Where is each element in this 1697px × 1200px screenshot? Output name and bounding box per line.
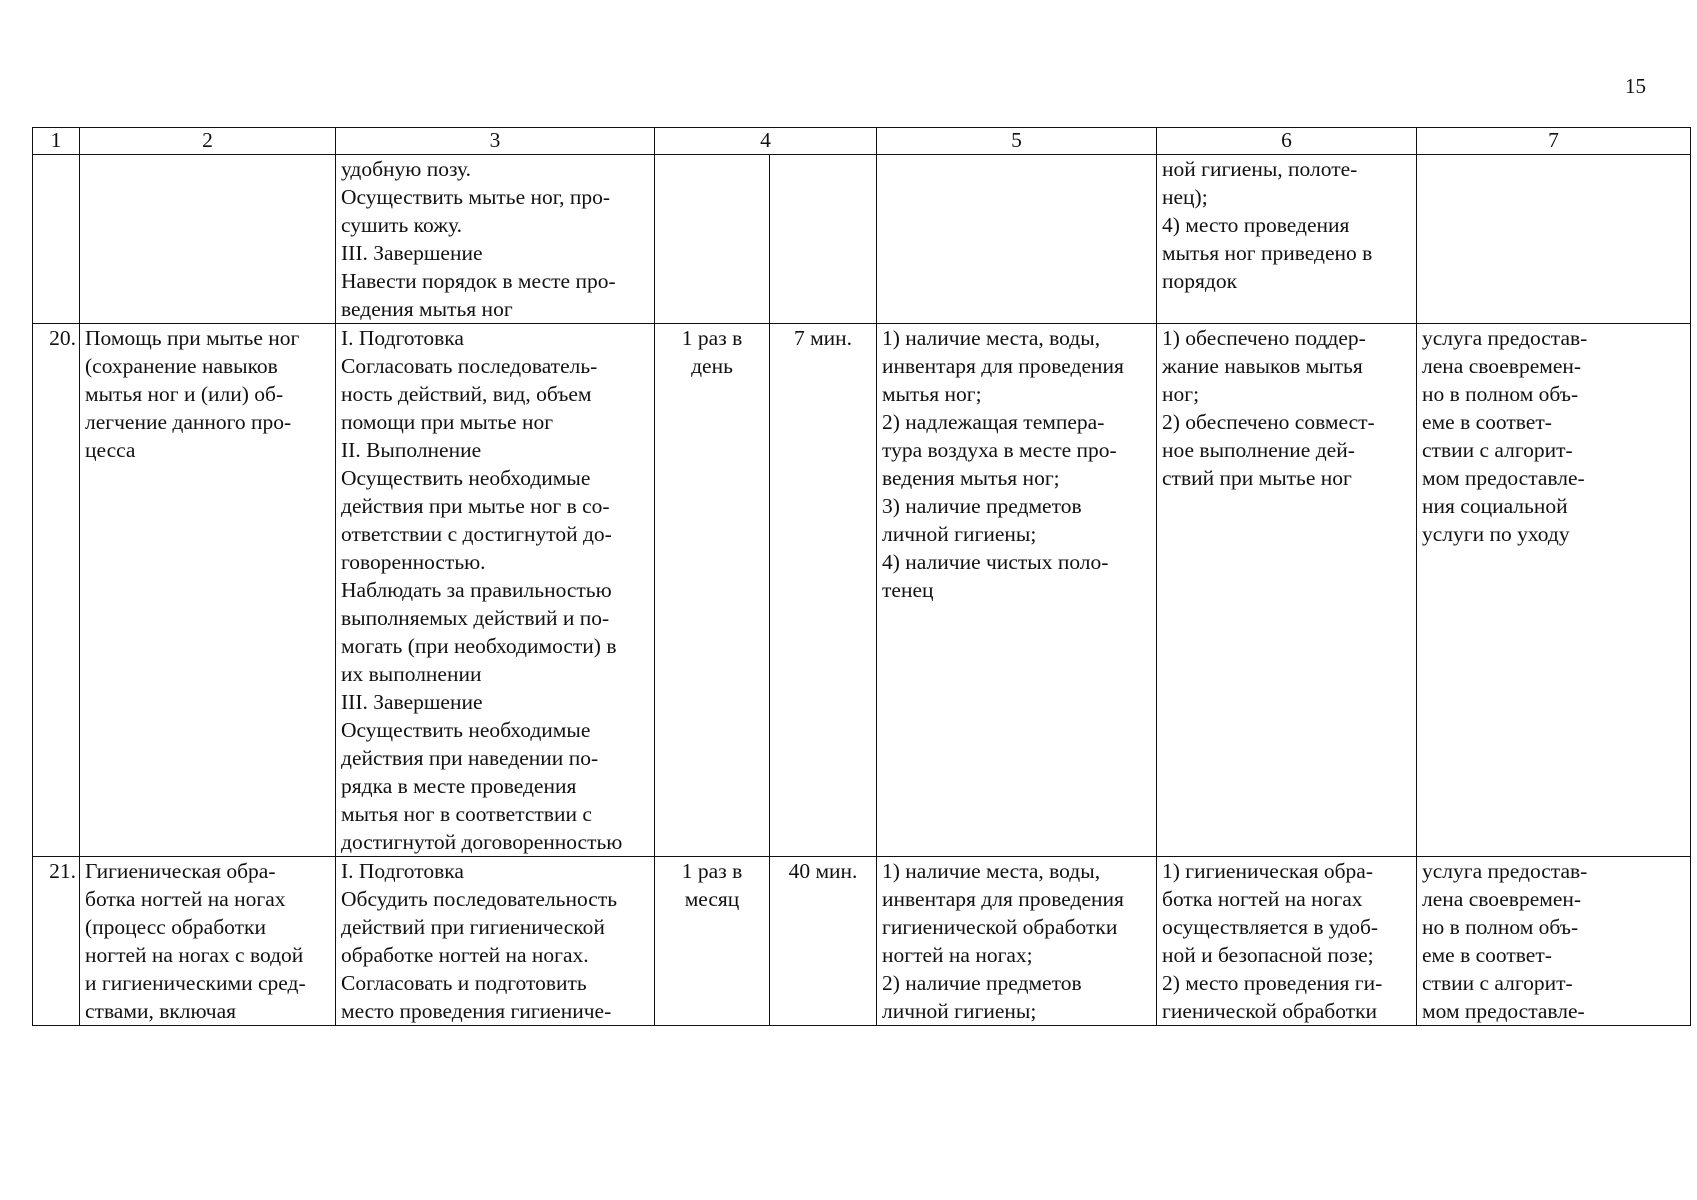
- cell-line: Помощь при мытье ног: [85, 326, 300, 350]
- cell-line: 2) надлежащая темпера-: [882, 410, 1105, 434]
- header-cell: 2: [80, 128, 336, 155]
- frequency-cell: [655, 324, 770, 857]
- cell-line: Наблюдать за правильностью: [341, 578, 612, 602]
- cell-line: нец);: [1162, 185, 1208, 209]
- cell-line: мытья ног приведено в: [1162, 241, 1373, 265]
- cell-line: Навести порядок в месте про-: [341, 269, 616, 293]
- cell-line: III. Завершение: [341, 690, 483, 714]
- cell-line: сушить кожу.: [341, 213, 463, 237]
- procedure-cell: [336, 324, 655, 857]
- cell-line: Гигиеническая обра-: [85, 859, 276, 883]
- cell-line: I. Подготовка: [341, 326, 464, 350]
- cell-line: инвентаря для проведения: [882, 887, 1124, 911]
- duration-cell: 40 мин.: [770, 857, 877, 1026]
- header-row: [33, 128, 1691, 155]
- header-cell: 5: [877, 128, 1157, 155]
- cell-line: 1) наличие места, воды,: [882, 326, 1101, 350]
- cell-line: мом предоставле-: [1422, 466, 1585, 490]
- cell-line: и гигиеническими сред-: [85, 971, 306, 995]
- cell-line: 3) наличие предметов: [882, 494, 1082, 518]
- results-cell: [1157, 857, 1417, 1026]
- cell-line: услуги по уходу: [1422, 522, 1570, 546]
- cell-line: день: [691, 354, 733, 378]
- cell-line: достигнутой договоренностью: [341, 830, 623, 854]
- cell-line: лена своевремен-: [1422, 887, 1582, 911]
- cell-line: могать (при необходимости) в: [341, 634, 617, 658]
- cell-line: но в полном объ-: [1422, 915, 1579, 939]
- cell-line: ведения мытья ног: [341, 297, 513, 321]
- cell-line: I. Подготовка: [341, 859, 464, 883]
- cell-line: легчение данного про-: [85, 410, 292, 434]
- cell-line: действия при наведении по-: [341, 746, 599, 770]
- duration-cell: 7 мин.: [770, 324, 877, 857]
- results-cell: [1157, 155, 1417, 324]
- service-name-cell: [80, 857, 336, 1026]
- cell-line: мытья ног и (или) об-: [85, 382, 284, 406]
- cell-line: тура воздуха в месте про-: [882, 438, 1117, 462]
- service-name-cell: [80, 155, 336, 324]
- cell-line: 1) гигиеническая обра-: [1162, 859, 1373, 883]
- cell-line: личной гигиены;: [882, 522, 1037, 546]
- cell-line: Обсудить последовательность: [341, 887, 618, 911]
- cell-line: Осуществить мытье ног, про-: [341, 185, 611, 209]
- cell-line: ног;: [1162, 382, 1200, 406]
- cell-line: ствами, включая: [85, 999, 237, 1023]
- cell-line: гиенической обработки: [1162, 999, 1378, 1023]
- page-number: 15: [1625, 74, 1646, 98]
- quality-cell: [1417, 155, 1691, 324]
- header-cell: 4: [655, 128, 877, 155]
- duration-cell: [770, 155, 877, 324]
- cell-line: услуга предостав-: [1422, 326, 1588, 350]
- cell-line: Согласовать последователь-: [341, 354, 598, 378]
- table-row: [33, 857, 1691, 1026]
- cell-line: ность действий, вид, объем: [341, 382, 592, 406]
- services-table: [32, 127, 1691, 1026]
- cell-line: Осуществить необходимые: [341, 466, 591, 490]
- cell-line: но в полном объ-: [1422, 382, 1579, 406]
- cell-line: ногтей на ногах с водой: [85, 943, 304, 967]
- conditions-cell: [877, 324, 1157, 857]
- cell-line: инвентаря для проведения: [882, 354, 1124, 378]
- cell-line: мом предоставле-: [1422, 999, 1585, 1023]
- cell-line: (процесс обработки: [85, 915, 266, 939]
- cell-line: ботка ногтей на ногах: [1162, 887, 1363, 911]
- conditions-cell: [877, 155, 1157, 324]
- header-cell: 3: [336, 128, 655, 155]
- cell-line: месяц: [684, 887, 740, 911]
- cell-line: удобную позу.: [341, 157, 471, 181]
- cell-line: ствии с алгорит-: [1422, 971, 1573, 995]
- cell-line: мытья ног в соответствии с: [341, 802, 592, 826]
- frequency-cell: [655, 857, 770, 1026]
- cell-line: говоренностью.: [341, 550, 486, 574]
- header-cell: 7: [1417, 128, 1691, 155]
- cell-line: осуществляется в удоб-: [1162, 915, 1379, 939]
- cell-line: 2) обеспечено совмест-: [1162, 410, 1375, 434]
- cell-line: Осуществить необходимые: [341, 718, 591, 742]
- conditions-cell: [877, 857, 1157, 1026]
- cell-line: их выполнении: [341, 662, 482, 686]
- cell-line: еме в соответ-: [1422, 943, 1552, 967]
- cell-line: 4) место проведения: [1162, 213, 1350, 237]
- cell-line: действий при гигиенической: [341, 915, 605, 939]
- procedure-cell: [336, 857, 655, 1026]
- cell-line: 1) обеспечено поддер-: [1162, 326, 1366, 350]
- cell-line: 1) наличие места, воды,: [882, 859, 1101, 883]
- cell-line: личной гигиены;: [882, 999, 1037, 1023]
- cell-line: обработке ногтей на ногах.: [341, 943, 589, 967]
- cell-line: тенец: [882, 578, 934, 602]
- cell-line: 1 раз в: [681, 859, 743, 883]
- cell-line: (сохранение навыков: [85, 354, 278, 378]
- cell-line: ной и безопасной позе;: [1162, 943, 1374, 967]
- cell-line: жание навыков мытья: [1162, 354, 1363, 378]
- header-cell: 1: [33, 128, 80, 155]
- cell-line: рядка в месте проведения: [341, 774, 577, 798]
- cell-line: лена своевремен-: [1422, 354, 1582, 378]
- cell-line: ведения мытья ног;: [882, 466, 1060, 490]
- cell-line: порядок: [1162, 269, 1238, 293]
- quality-cell: [1417, 324, 1691, 857]
- cell-line: помощи при мытье ног: [341, 410, 554, 434]
- cell-line: 2) место проведения ги-: [1162, 971, 1383, 995]
- frequency-cell: [655, 155, 770, 324]
- cell-line: ногтей на ногах;: [882, 943, 1033, 967]
- cell-line: ное выполнение дей-: [1162, 438, 1355, 462]
- table-row: [33, 155, 1691, 324]
- row-number-cell: 21.: [33, 857, 80, 1026]
- cell-line: услуга предостав-: [1422, 859, 1588, 883]
- cell-line: ной гигиены, полоте-: [1162, 157, 1358, 181]
- cell-line: место проведения гигиениче-: [341, 999, 612, 1023]
- cell-line: цесса: [85, 438, 136, 462]
- row-number-cell: [33, 155, 80, 324]
- row-number-cell: 20.: [33, 324, 80, 857]
- cell-line: 1 раз в: [681, 326, 743, 350]
- cell-line: еме в соответ-: [1422, 410, 1552, 434]
- cell-line: Согласовать и подготовить: [341, 971, 587, 995]
- cell-line: действия при мытье ног в со-: [341, 494, 610, 518]
- cell-line: II. Выполнение: [341, 438, 482, 462]
- cell-line: ответствии с достигнутой до-: [341, 522, 612, 546]
- cell-line: 4) наличие чистых поло-: [882, 550, 1109, 574]
- cell-line: ствий при мытье ног: [1162, 466, 1352, 490]
- cell-line: 2) наличие предметов: [882, 971, 1082, 995]
- cell-line: ния социальной: [1422, 494, 1568, 518]
- service-name-cell: [80, 324, 336, 857]
- quality-cell: [1417, 857, 1691, 1026]
- table-row: [33, 324, 1691, 857]
- cell-line: ботка ногтей на ногах: [85, 887, 286, 911]
- cell-line: III. Завершение: [341, 241, 483, 265]
- cell-line: ствии с алгорит-: [1422, 438, 1573, 462]
- cell-line: гигиенической обработки: [882, 915, 1118, 939]
- cell-line: мытья ног;: [882, 382, 982, 406]
- header-cell: 6: [1157, 128, 1417, 155]
- results-cell: [1157, 324, 1417, 857]
- cell-line: выполняемых действий и по-: [341, 606, 610, 630]
- procedure-cell: [336, 155, 655, 324]
